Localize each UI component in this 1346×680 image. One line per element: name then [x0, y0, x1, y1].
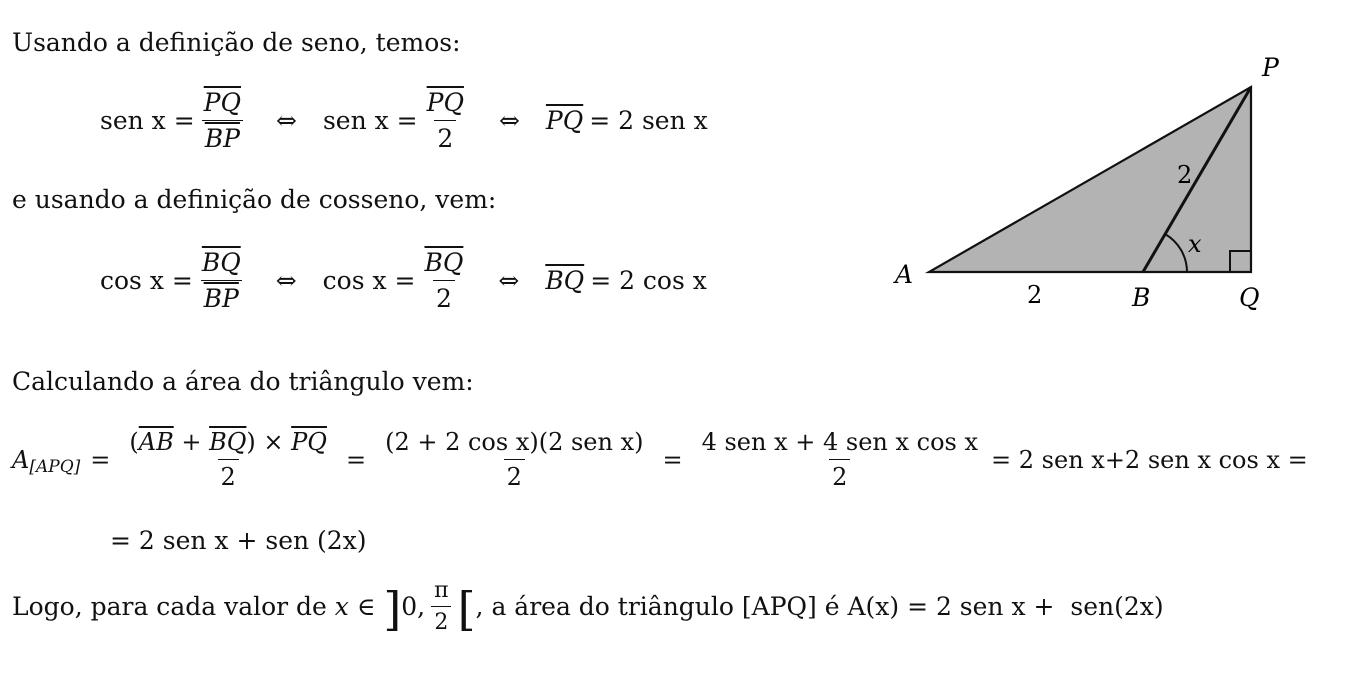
cosine-frac1-denominator: BP	[201, 280, 242, 313]
cosine-frac2-numerator: $\overline{BQ}$	[424, 248, 464, 277]
segment-bq: $\overline{BQ}$	[209, 428, 247, 456]
interval-lower-bound: 0,	[401, 592, 426, 621]
segment-pq: $\overline{PQ}$	[291, 428, 327, 456]
area-equals-3: =	[662, 445, 683, 474]
area-frac3-numerator: 4 sen x + 4 sen x cos x	[701, 428, 979, 456]
intro-area-text: Calculando a área do triângulo vem:	[12, 367, 474, 396]
label-ab-length: 2	[1027, 281, 1043, 309]
area-frac3-denominator: 2	[829, 459, 850, 491]
sine-iff-2: ⇔	[498, 106, 520, 135]
segment-ab: $\overline{AB}$	[138, 428, 174, 456]
sine-result-segment: $\overline{PQ}$	[545, 106, 584, 135]
conclusion-prefix: Logo, para cada valor de	[12, 592, 335, 621]
sine-frac1-numerator: $\overline{PQ}$	[203, 88, 241, 117]
area-frac2-denominator: 2	[504, 459, 525, 491]
cosine-iff-2: ⇔	[498, 266, 520, 295]
area-frac2-numerator: (2 + 2 cos x)(2 sen x)	[385, 428, 644, 456]
label-bp-length: 2	[1177, 161, 1193, 189]
label-angle-x: x	[1188, 230, 1202, 258]
area-frac1-denominator: 2	[218, 459, 239, 491]
area-equation-tail: = 2 sen x+2 sen x cos x =	[991, 445, 1308, 474]
paren-open: (	[129, 428, 139, 456]
cosine-result-rhs: = 2 cos x	[590, 266, 707, 295]
sine-frac2-numerator: $\overline{PQ}$	[426, 88, 464, 117]
area-equals-1: =	[90, 445, 111, 474]
cosine-result-segment: $\overline{BQ}$	[545, 266, 585, 295]
label-b: B	[1132, 283, 1151, 312]
conclusion-suffix: , a área do triângulo [APQ] é A(x) = 2 sen x + sen(2x)	[475, 592, 1164, 621]
sine-frac1-denominator: BP	[202, 120, 243, 153]
intro-sine-text: Usando a definição de seno, temos:	[12, 28, 461, 57]
intro-cosine-text: e usando a definição de cosseno, vem:	[12, 185, 497, 214]
cosine-frac1-numerator: $\overline{BQ}$	[201, 248, 241, 277]
plus-sign: +	[173, 428, 210, 456]
cosine-iff-1: ⇔	[275, 266, 297, 295]
sine-iff-1: ⇔	[276, 106, 297, 135]
paren-close-times: ) ×	[246, 428, 292, 456]
cosine-mid: cos x =	[322, 266, 416, 295]
area-equation-line2: = 2 sen x + sen (2x)	[110, 526, 367, 555]
label-p: P	[1262, 53, 1279, 82]
interval-two: 2	[431, 606, 451, 635]
conclusion-element-of: ∈	[348, 592, 384, 621]
cosine-lhs: cos x =	[100, 266, 193, 295]
interval-right-bracket: [	[457, 581, 476, 636]
interval-pi: π	[434, 578, 449, 603]
area-lhs-subscript: [APQ]	[29, 456, 81, 477]
area-lhs-symbol: A	[12, 445, 30, 474]
sine-lhs: sen x =	[100, 106, 195, 135]
area-equals-2: =	[345, 445, 367, 474]
sine-frac2-denominator: 2	[434, 120, 456, 153]
sine-mid: sen x =	[322, 106, 418, 135]
cosine-frac2-denominator: 2	[433, 280, 455, 313]
triangle-apq	[929, 87, 1251, 272]
label-a: A	[895, 260, 914, 289]
conclusion-variable: x	[334, 592, 349, 621]
sine-result-rhs: = 2 sen x	[589, 106, 708, 135]
interval-left-bracket: ]	[383, 581, 402, 636]
label-q: Q	[1239, 283, 1260, 312]
